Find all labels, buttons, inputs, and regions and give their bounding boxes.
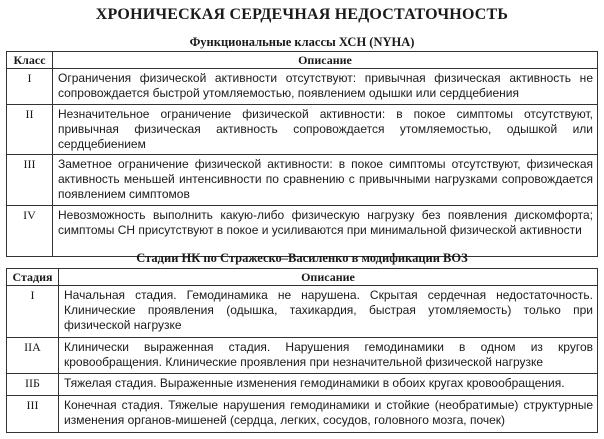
class-number: II	[7, 105, 53, 155]
class-description: Ограничения физической активности отсутствуют: привычная физическая активность не сопровождается быстрой утомляемостью, появлением одышки или сердцебиения	[53, 69, 598, 105]
stage-number: III	[7, 396, 59, 433]
table-row	[7, 105, 598, 155]
class-number: III	[7, 155, 53, 206]
stages-table-caption: Стадии НК по Стражеско–Василенко в модификации ВОЗ	[136, 251, 468, 265]
class-description: Невозможность выполнить какую-либо физическую нагрузку без появления дискомфорта; симптомы СН присутствуют в покое и усиливаются при минимальной физической активности	[53, 206, 598, 257]
class-number: IV	[7, 206, 53, 257]
nyha-classes-table	[6, 51, 598, 257]
stage-number: I	[7, 286, 59, 338]
table-header-row	[7, 269, 598, 286]
stage-description: Клинически выраженная стадия. Нарушения гемодинамики в одном из кругов кровообращения. Клинические проявления при незначительной физической нагрузке	[59, 338, 598, 374]
table-row	[7, 206, 598, 257]
table-row	[7, 155, 598, 206]
column-header-stage: Стадия	[7, 269, 59, 286]
class-description: Незначительное ограничение физической активности: в покое симптомы отсутствуют, привычная физическая активность сопровождается утомляемостью, одышкой или сердцебиением	[53, 105, 598, 155]
stage-number: IIБ	[7, 374, 59, 396]
stage-description: Конечная стадия. Тяжелые нарушения гемодинамики и стойкие (необратимые) структурные изменения органов-мишеней (сердца, легких, сосудов, головного мозга, почек)	[59, 396, 598, 433]
table-row	[7, 286, 598, 338]
table-header-row	[7, 52, 598, 69]
class-description: Заметное ограничение физической активности: в покое симптомы отсутствуют, физическая активность меньшей интенсивности по сравнению с привычными нагрузками сопровождается появлением симптомов	[53, 155, 598, 206]
stage-description: Начальная стадия. Гемодинамика не нарушена. Скрытая сердечная недостаточность. Клинические проявления (одышка, тахикардия, быстрая утомляемость) только при физической нагрузке	[59, 286, 598, 338]
class-number: I	[7, 69, 53, 105]
table-row	[7, 374, 598, 396]
page-title: ХРОНИЧЕСКАЯ СЕРДЕЧНАЯ НЕДОСТАТОЧНОСТЬ	[95, 6, 509, 23]
column-header-description: Описание	[53, 52, 598, 69]
column-header-description: Описание	[59, 269, 598, 286]
table-row	[7, 338, 598, 374]
stage-number: IIA	[7, 338, 59, 374]
nyha-table-caption: Функциональные классы ХСН (NYHA)	[189, 35, 415, 49]
table-row	[7, 396, 598, 433]
table-row	[7, 69, 598, 105]
hf-stages-table	[6, 268, 598, 433]
column-header-class: Класс	[7, 52, 53, 69]
stage-description: Тяжелая стадия. Выраженные изменения гемодинамики в обоих кругах кровообращения.	[59, 374, 598, 396]
